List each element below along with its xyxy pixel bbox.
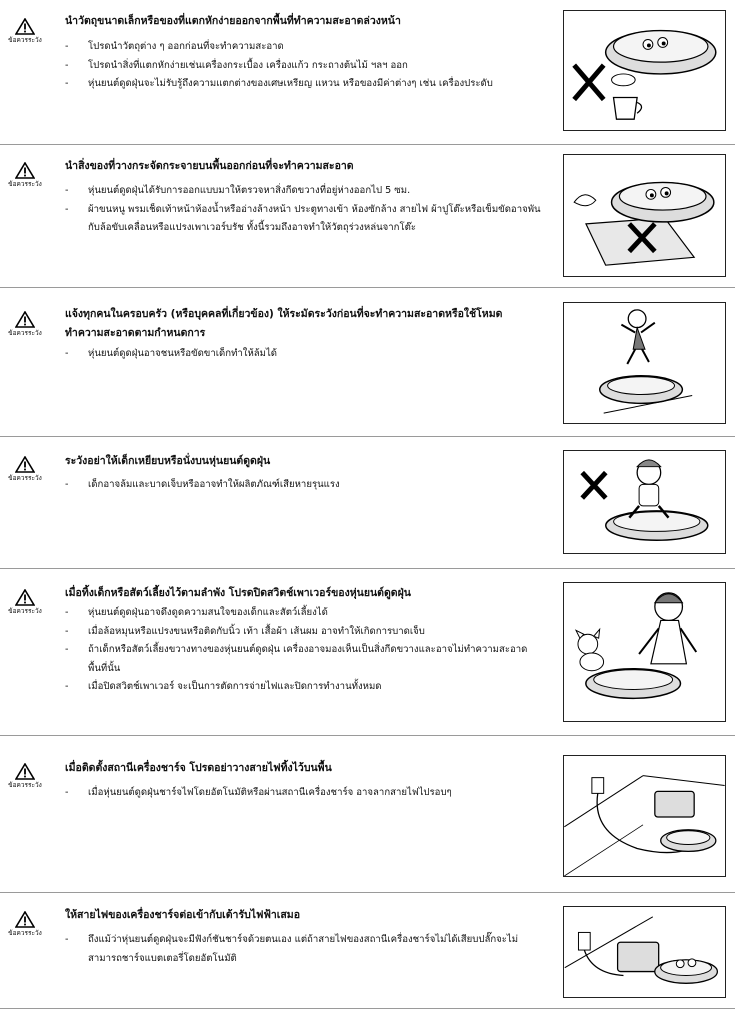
charger-cord-icon	[564, 756, 725, 876]
warning-label: ข้อควรระวัง	[8, 36, 42, 44]
bullet-item: - หุ่นยนต์ดูดฝุ่นได้รับการออกแบบมาให้ตรวจหาสิ่งกีดขวางที่อยู่ห่างออกไป 5 ซม.	[65, 182, 545, 201]
charger-plug-icon	[564, 907, 725, 997]
bullet-item: - หุ่นยนต์ดูดฝุ่นอาจดึงดูดความสนใจของเด็กและสัตว์เลี้ยงได้	[65, 604, 545, 623]
bullet-item: - เมื่อปิดสวิตช์เพาเวอร์ จะเป็นการตัดการจ่ายไฟและปิดการทำงานทั้งหมด	[65, 678, 545, 697]
child-dog-robot-icon	[564, 583, 725, 721]
warning-icon	[7, 456, 43, 482]
illustration-small-objects	[563, 10, 726, 131]
section-heading: เมื่อทิ้งเด็กหรือสัตว์เลี้ยงไว้ตามลำพัง โปรดปิดสวิตช์เพาเวอร์ของหุ่นยนต์ดูดฝุ่น	[65, 587, 411, 599]
section-divider	[0, 568, 735, 569]
bullet-item: - ถ้าเด็กหรือสัตว์เลี้ยงขวางทางของหุ่นยนต์ดูดฝุ่น เครื่องอาจมองเห็นเป็นสิ่งกีดขวางและอาจไม่ทำความสะอาดพื้นที่นั้น	[65, 641, 545, 678]
bullet-list	[65, 784, 545, 803]
warning-label: ข้อควรระวัง	[8, 929, 42, 937]
warning-label: ข้อควรระวัง	[8, 607, 42, 615]
warning-icon	[7, 911, 43, 937]
illustration-charger-plugged	[563, 906, 726, 998]
warning-icon	[7, 18, 43, 44]
bullet-item: - โปรดนำสิ่งที่แตกหักง่ายเช่นเครื่องกระเบื้อง เครื่องแก้ว กระถางต้นไม้ ฯลฯ ออก	[65, 57, 545, 76]
bullet-list	[65, 182, 545, 238]
section-divider	[0, 436, 735, 437]
section-heading: เมื่อติดตั้งสถานีเครื่องชาร์จ โปรดอย่าวางสายไฟทิ้งไว้บนพื้น	[65, 762, 332, 774]
bullet-item: - หุ่นยนต์ดูดฝุ่นอาจชนหรือขัดขาเด็กทำให้ล้มได้	[65, 345, 545, 364]
illustration-scattered-items	[563, 154, 726, 277]
illustration-child-sitting	[563, 450, 726, 554]
warning-icon	[7, 763, 43, 789]
warning-icon	[7, 162, 43, 188]
illustration-charger-cord	[563, 755, 726, 877]
warning-label: ข้อควรระวัง	[8, 781, 42, 789]
bullet-list	[65, 476, 545, 495]
bullet-item: - เด็กอาจล้มและบาดเจ็บหรืออาจทำให้ผลิตภัณฑ์เสียหายรุนแรง	[65, 476, 545, 495]
warning-icon	[7, 589, 43, 615]
section-divider	[0, 287, 735, 288]
bullet-item: - เมื่อหุ่นยนต์ดูดฝุ่นชาร์จไฟโดยอัตโนมัติหรือผ่านสถานีเครื่องชาร์จ อาจลากสายไฟไปรอบๆ	[65, 784, 545, 803]
illustration-child-and-pet	[563, 582, 726, 722]
section-heading: นำวัตถุขนาดเล็กหรือของที่แตกหักง่ายออกจากพื้นที่ทำความสะอาดล่วงหน้า	[65, 15, 401, 27]
bullet-list	[65, 931, 545, 968]
section-heading: แจ้งทุกคนในครอบครัว (หรือบุคคลที่เกี่ยวข้อง) ให้ระมัดระวังก่อนที่จะทำความสะอาดหรือใช้โหมดทำความสะอาดตามกำหนดการ	[65, 308, 503, 339]
robot-towel-mat-icon	[564, 155, 725, 276]
illustration-child-jumping	[563, 302, 726, 424]
warning-label: ข้อควรระวัง	[8, 474, 42, 482]
bullet-list	[65, 345, 545, 364]
bullet-item: - โปรดนำวัตถุต่าง ๆ ออกก่อนที่จะทำความสะอาด	[65, 38, 545, 57]
bullet-item: - ถึงแม้ว่าหุ่นยนต์ดูดฝุ่นจะมีฟังก์ชันชาร์จด้วยตนเอง แต่ถ้าสายไฟของสถานีเครื่องชาร์จไม่ได้เสียบปลั๊กจะไม่สามารถชาร์จแบตเตอรี่โดยอัตโนมัติ	[65, 931, 545, 968]
bullet-item: - หุ่นยนต์ดูดฝุ่นจะไม่รับรู้ถึงความแตกต่างของเศษเหรียญ แหวน หรือของมีค่าต่างๆ เช่น เครื่องประดับ	[65, 75, 545, 94]
child-jumping-icon	[564, 303, 725, 423]
bullet-item: - ผ้าขนหนู พรมเช็ดเท้าหน้าห้องน้ำหรืออ่างล้างหน้า ประตูทางเข้า ห้องซักล้าง สายไฟ ผ้าปูโต๊ะหรือเข็มขัดอาจพันกับล้อขับเคลื่อนหรือแปรงเพาเวอร์บรัช ทั้งนี้รวมถึงอาจทำให้วัตถุร่วงหล่นจากโต๊ะ	[65, 201, 545, 238]
bullet-list	[65, 604, 545, 697]
section-divider	[0, 892, 735, 893]
warning-label: ข้อควรระวัง	[8, 180, 42, 188]
section-heading: ระวังอย่าให้เด็กเหยียบหรือนั่งบนหุ่นยนต์ดูดฝุ่น	[65, 455, 271, 467]
bullet-item: - เมื่อล้อหมุนหรือแปรงขนหรือติดกับนิ้ว เท้า เสื้อผ้า เส้นผม อาจทำให้เกิดการบาดเจ็บ	[65, 623, 545, 642]
robot-cup-coin-icon	[564, 11, 725, 130]
warning-icon	[7, 311, 43, 337]
section-heading: ให้สายไฟของเครื่องชาร์จต่อเข้ากับเต้ารับไฟฟ้าเสมอ	[65, 909, 301, 921]
section-heading: นำสิ่งของที่วางกระจัดกระจายบนพื้นออกก่อนที่จะทำความสะอาด	[65, 160, 354, 172]
section-divider	[0, 144, 735, 145]
section-divider	[0, 735, 735, 736]
section-divider	[0, 1008, 735, 1009]
child-sitting-icon	[564, 451, 725, 553]
bullet-list	[65, 38, 545, 94]
warning-label: ข้อควรระวัง	[8, 329, 42, 337]
